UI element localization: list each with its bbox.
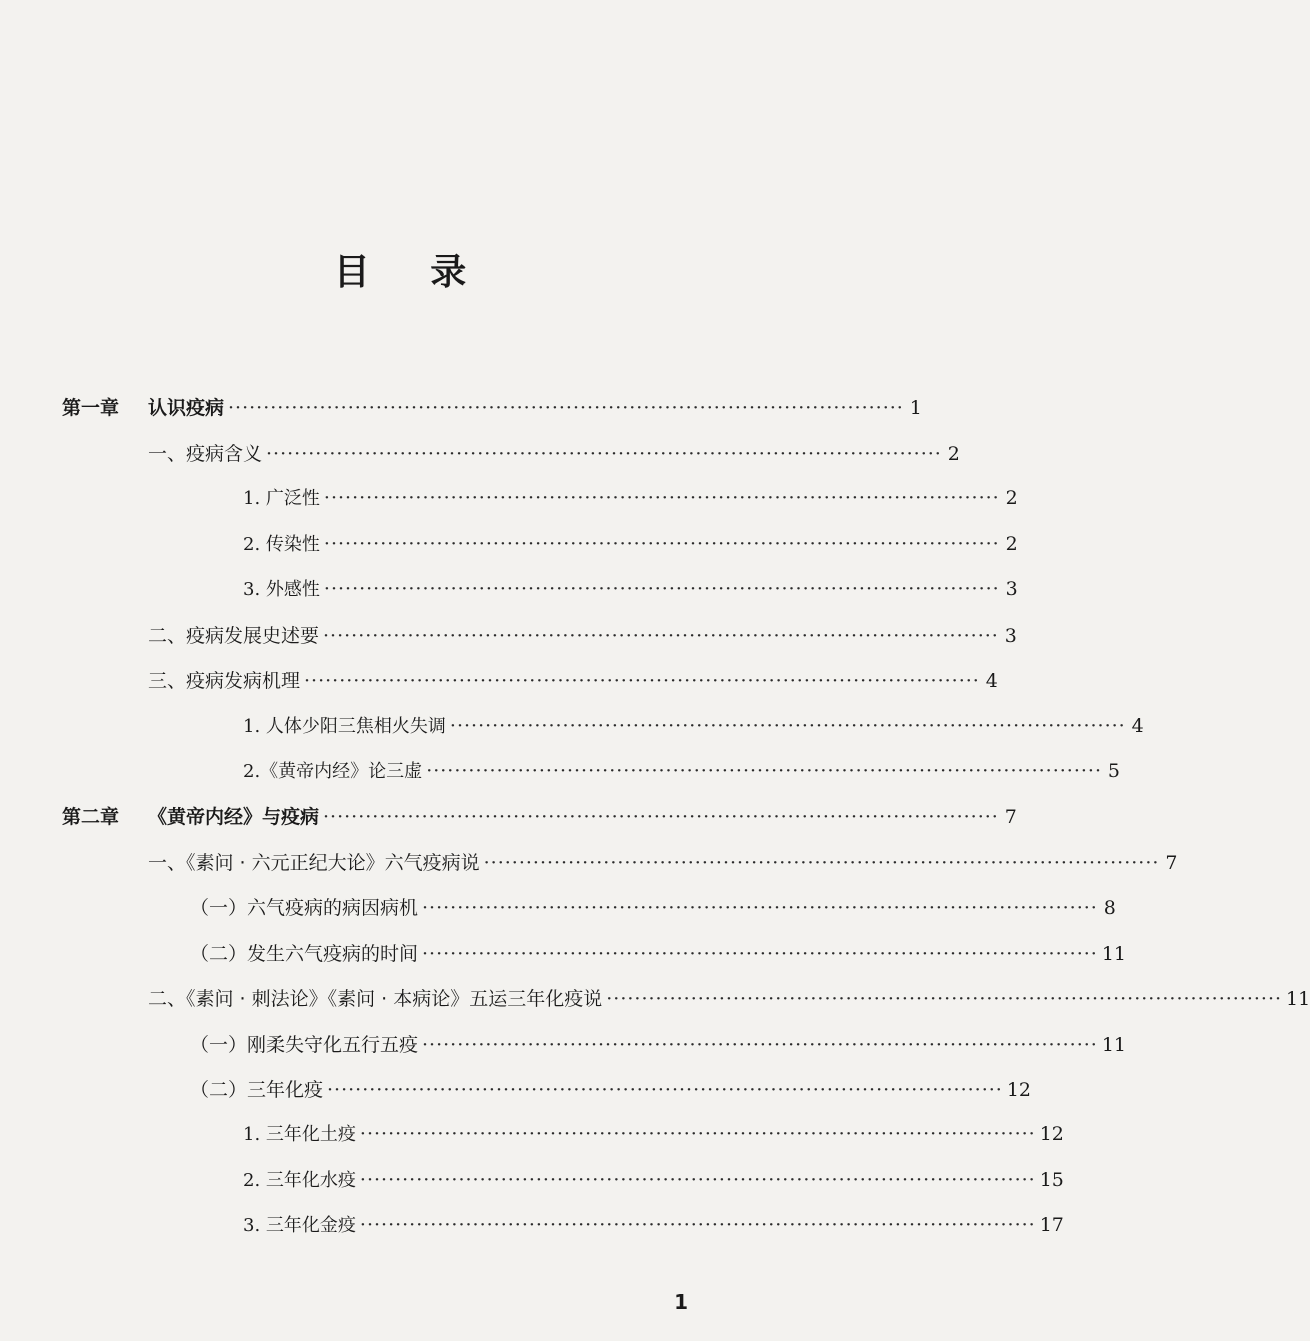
- toc-entry-page: 3: [1004, 625, 1017, 647]
- toc-entry-label: 3. 三年化金疫: [243, 1215, 356, 1236]
- leader-dots: ································································································: [323, 578, 1000, 600]
- toc-entry-label: 1. 人体少阳三焦相火失调: [243, 716, 446, 737]
- leader-dots: ································································································: [304, 670, 980, 692]
- toc-entry[interactable]: [243, 1166, 1064, 1196]
- toc-entry[interactable]: [243, 575, 1018, 605]
- leader-dots: ································································································: [323, 487, 1000, 509]
- page-title: 目 录: [333, 252, 491, 293]
- leader-dots: ································································································: [606, 988, 1283, 1010]
- toc-entry-page: 11: [1101, 943, 1126, 965]
- toc-entry-page: 2: [947, 443, 960, 465]
- leader-dots: ································································································: [359, 1123, 1036, 1145]
- toc-entry-page: 7: [1004, 806, 1017, 828]
- toc-entry[interactable]: [243, 757, 1120, 787]
- toc-entry-label: 2. 传染性: [243, 534, 320, 555]
- toc-entry-page: 11: [1101, 1034, 1126, 1056]
- toc-entry-page: 2: [1005, 533, 1018, 555]
- toc-entry-page: 17: [1039, 1214, 1064, 1236]
- toc-entry-page: 15: [1039, 1169, 1064, 1191]
- toc-entry-page: 7: [1165, 852, 1178, 874]
- toc-entry-label: 一、疫病含义: [148, 443, 263, 465]
- toc-entry[interactable]: [62, 802, 1017, 832]
- leader-dots: ································································································: [483, 852, 1160, 874]
- toc-entry-page: 3: [1005, 578, 1018, 600]
- toc-entry-page: 12: [1006, 1079, 1031, 1101]
- toc-entry-page: 5: [1107, 760, 1120, 782]
- toc-entry-label: 第二章 《黄帝内经》与疫病: [62, 806, 320, 828]
- toc-entry[interactable]: [62, 393, 922, 423]
- toc-entry-label: 二、《素问 · 刺法论》《素问 · 本病论》五运三年化疫说: [148, 988, 603, 1010]
- toc-entry-label: 三、疫病发病机理: [148, 670, 301, 692]
- toc-entry-label: 二、疫病发展史述要: [148, 625, 320, 647]
- toc-entry-label: 2. 三年化水疫: [243, 1170, 356, 1191]
- toc-entry[interactable]: [190, 1030, 1126, 1060]
- toc-entry[interactable]: [243, 712, 1144, 742]
- toc-entry-label: （二）三年化疫: [190, 1079, 324, 1101]
- toc-entry-page: 8: [1103, 897, 1116, 919]
- toc-entry-page: 2: [1005, 487, 1018, 509]
- toc-entry-label: （一）刚柔失守化五行五疫: [190, 1034, 419, 1056]
- toc-entry[interactable]: [148, 439, 960, 469]
- leader-dots: ································································································: [323, 625, 999, 647]
- toc-entry[interactable]: [190, 893, 1116, 923]
- leader-dots: ································································································: [426, 760, 1102, 782]
- toc-entry-label: 一、《素问 · 六元正纪大论》六气疫病说: [148, 852, 480, 874]
- leader-dots: ································································································: [449, 715, 1126, 737]
- page-number: 1: [674, 1290, 688, 1314]
- leader-dots: ································································································: [323, 533, 1000, 555]
- toc-entry-label: 1. 广泛性: [243, 488, 320, 509]
- toc-entry-label: 1. 三年化土疫: [243, 1124, 356, 1145]
- toc-entry[interactable]: [243, 530, 1018, 560]
- toc-entry[interactable]: [243, 1120, 1064, 1150]
- leader-dots: ································································································: [323, 806, 999, 828]
- toc-entry-page: 11: [1286, 988, 1310, 1010]
- toc-entry[interactable]: [243, 484, 1018, 514]
- toc-entry-page: 1: [909, 397, 922, 419]
- toc-entry-label: （一）六气疫病的病因病机: [190, 897, 419, 919]
- leader-dots: ································································································: [422, 943, 1098, 965]
- leader-dots: ································································································: [359, 1169, 1036, 1191]
- toc-entry-label: 第一章 认识疫病: [62, 397, 225, 419]
- toc-entry[interactable]: [148, 666, 998, 696]
- toc-entry[interactable]: [243, 1211, 1064, 1241]
- leader-dots: ································································································: [228, 397, 904, 419]
- toc-entry[interactable]: [148, 621, 1017, 651]
- toc-entry-label: （二）发生六气疫病的时间: [190, 943, 419, 965]
- leader-dots: ································································································: [327, 1079, 1003, 1101]
- toc-entry[interactable]: [148, 984, 1310, 1014]
- toc-entry[interactable]: [190, 1075, 1031, 1105]
- toc-entry-page: 4: [985, 670, 998, 692]
- toc-entry[interactable]: [190, 939, 1126, 969]
- toc-entry[interactable]: [148, 848, 1178, 878]
- toc-entry-page: 12: [1039, 1123, 1064, 1145]
- leader-dots: ································································································: [422, 1034, 1098, 1056]
- toc-entry-page: 4: [1131, 715, 1144, 737]
- leader-dots: ································································································: [266, 443, 942, 465]
- toc-entry-label: 3. 外感性: [243, 579, 320, 600]
- toc-entry-label: 2.《黄帝内经》论三虚: [243, 761, 423, 782]
- leader-dots: ································································································: [422, 897, 1098, 919]
- leader-dots: ································································································: [359, 1214, 1036, 1236]
